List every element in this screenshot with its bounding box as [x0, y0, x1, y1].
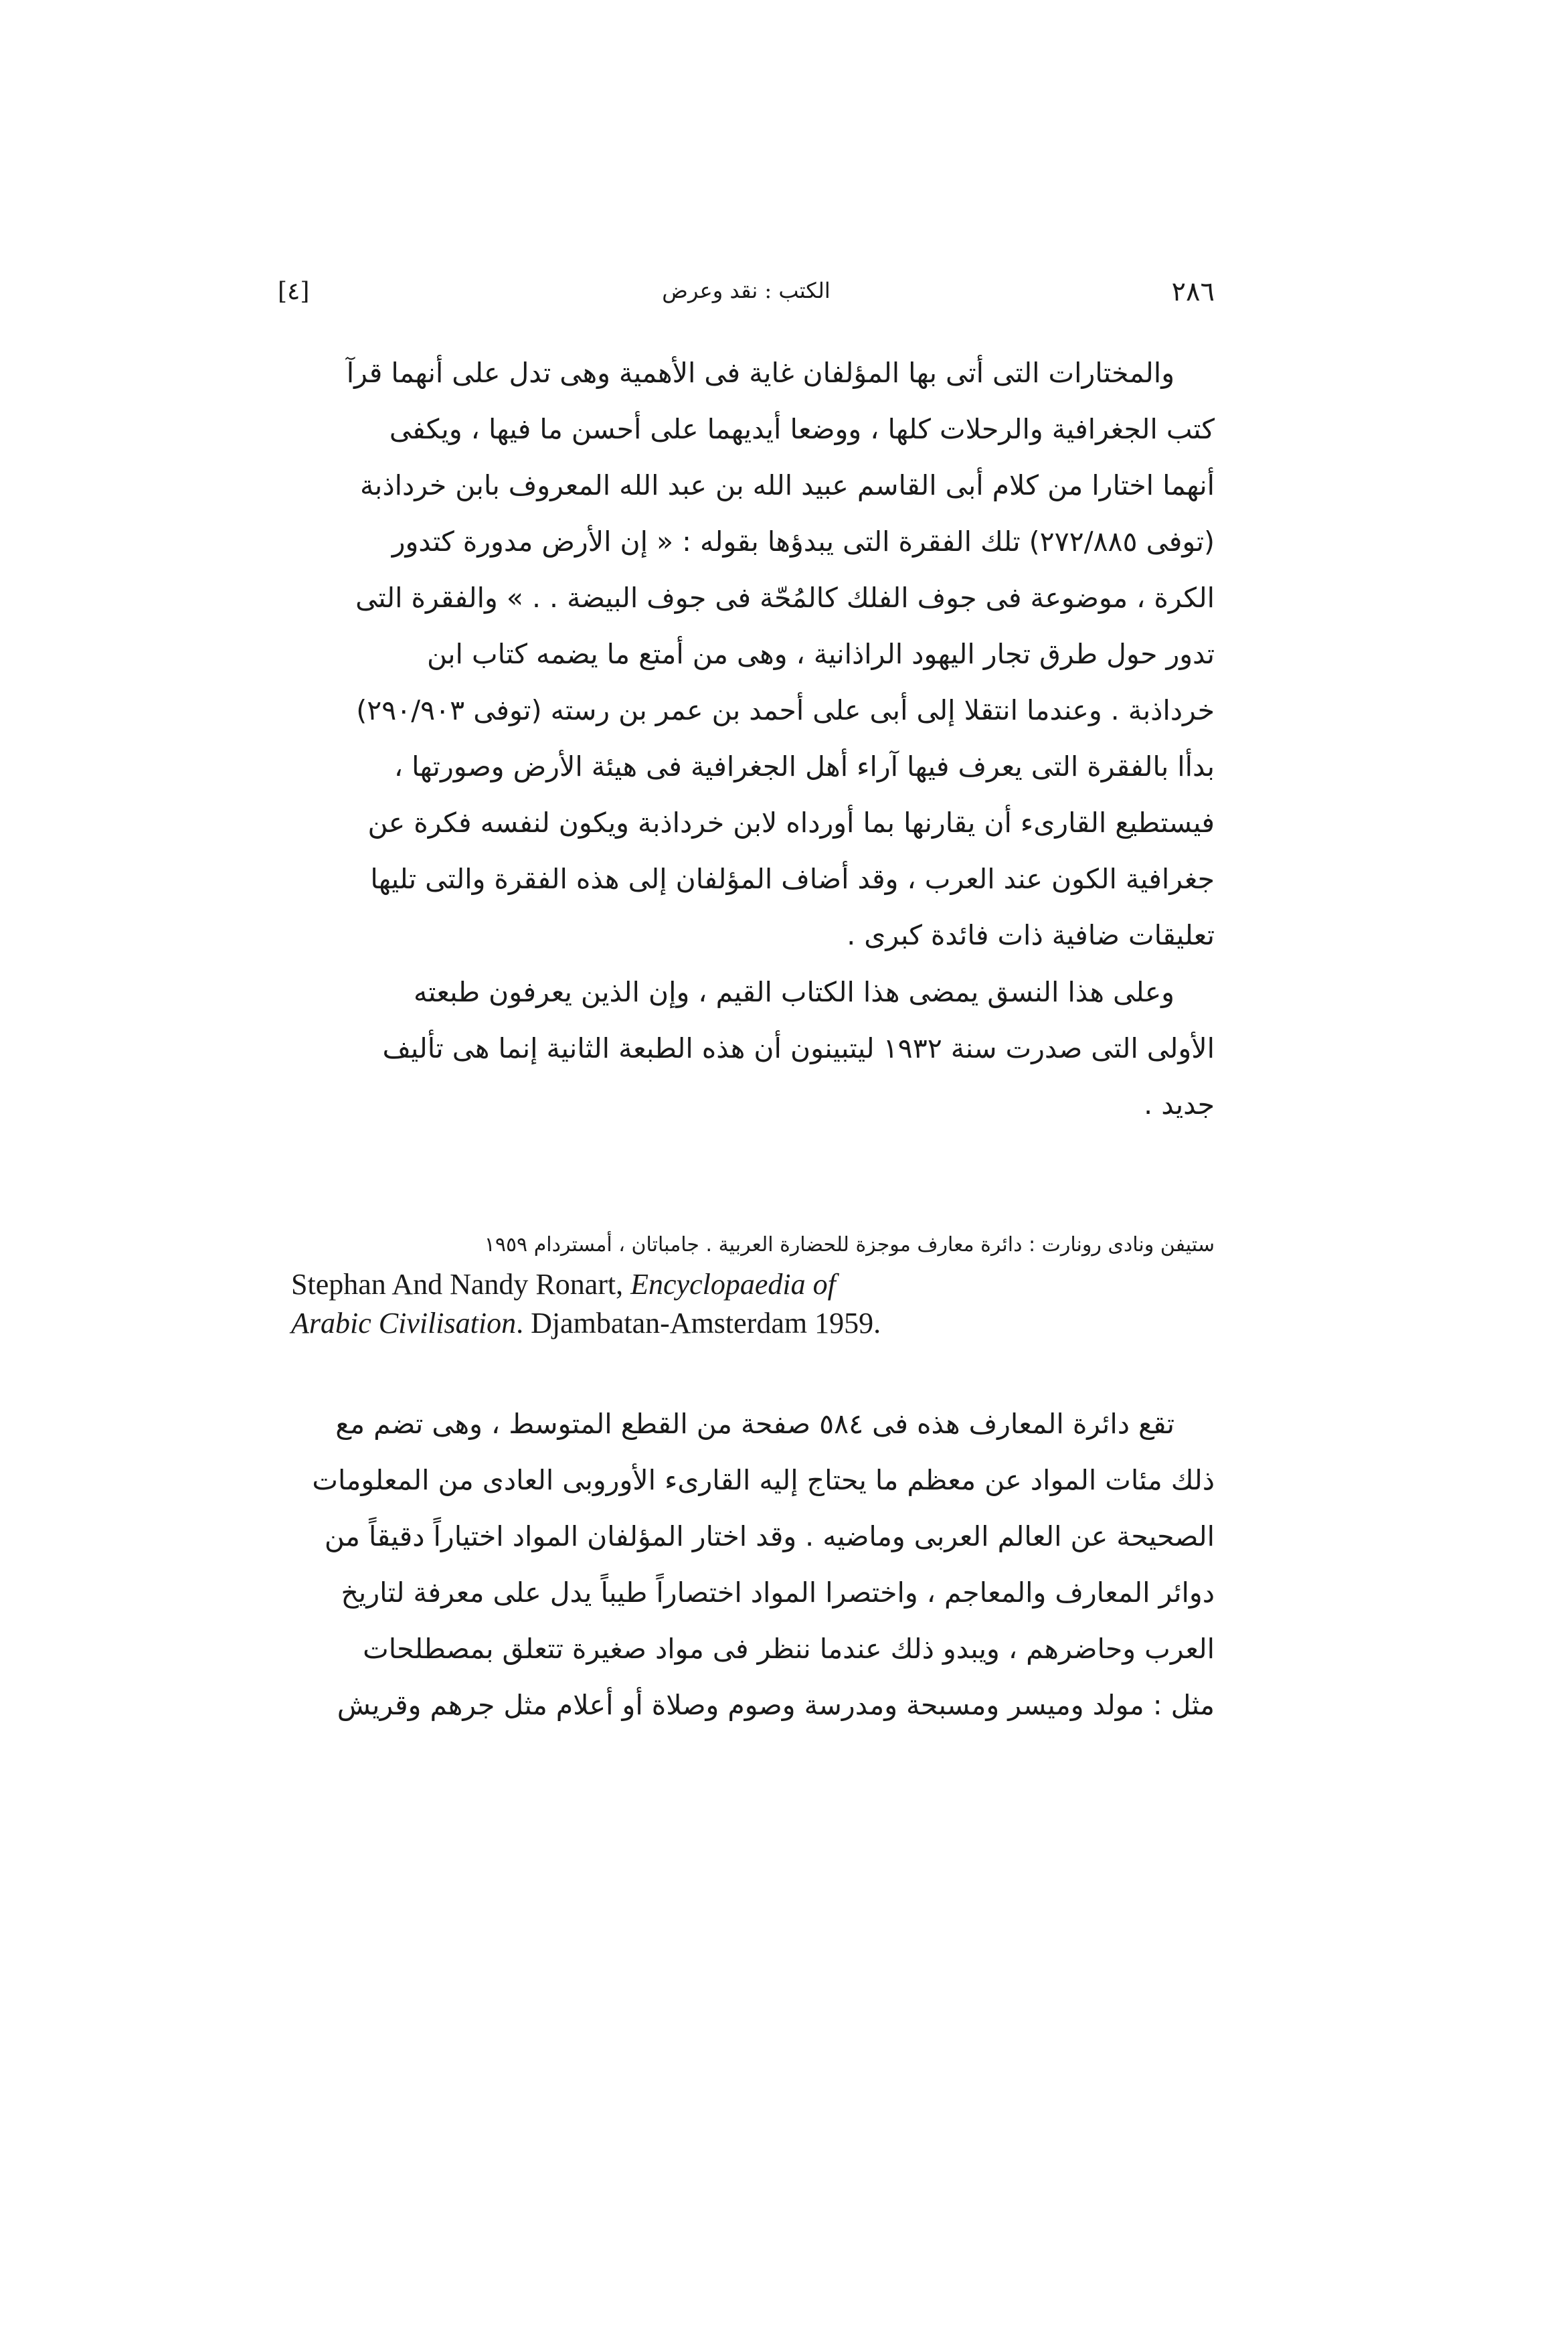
text-line: فيستطيع القارىء أن يقارنها بما أورداه لابن خرداذبة ويكون لنفسه فكرة عن — [367, 807, 1215, 839]
text-line: أنهما اختارا من كلام أبى القاسم عبيد الله بن عبد الله المعروف بابن خرداذبة — [359, 469, 1215, 501]
reference-title-part-1: Encyclopaedia of — [630, 1268, 836, 1301]
page-number: ٢٨٦ — [1171, 276, 1215, 307]
reference-latin-line-2 — [278, 1304, 1215, 1343]
text-line: العرب وحاضرهم ، ويبدو ذلك عندما ننظر فى مواد صغيرة تتعلق بمصطلحات — [363, 1633, 1215, 1665]
paragraph-2-text — [278, 964, 1215, 1133]
reference-publisher: . Djambatan-Amsterdam 1959. — [516, 1307, 881, 1340]
text-line: وعلى هذا النسق يمضى هذا الكتاب القيم ، وإن الذين يعرفون طبعته — [414, 976, 1174, 1008]
reference-title-part-2: Arabic Civilisation — [291, 1307, 517, 1340]
text-line: ذلك مئات المواد عن معظم ما يحتاج إليه القارىء الأوروبى العادى من المعلومات — [312, 1464, 1215, 1496]
text-line: تدور حول طرق تجار اليهود الراذانية ، وهى من أمتع ما يضمه كتاب ابن — [426, 638, 1215, 670]
text-line: كتب الجغرافية والرحلات كلها ، ووضعا أيديهما على أحسن ما فيها ، ويكفى — [389, 413, 1215, 445]
paragraph-1 — [278, 345, 1215, 963]
text-line: جديد . — [1144, 1088, 1215, 1121]
paragraph-1-text — [278, 345, 1215, 963]
reference-latin-line-1 — [278, 1265, 1215, 1304]
paragraph-3 — [278, 1396, 1215, 1733]
reference-authors: Stephan And Nandy Ronart, — [291, 1268, 631, 1301]
text-line: تعليقات ضافية ذات فائدة كبرى . — [847, 919, 1215, 951]
text-line: والمختارات التى أتى بها المؤلفان غاية فى الأهمية وهى تدل على أنهما قرآ — [346, 357, 1174, 389]
text-line: خرداذبة . وعندما انتقلا إلى أبى على أحمد بن عمر بن رسته (توفى ٢٩٠/٩٠٣) — [356, 694, 1215, 726]
paragraph-2 — [278, 964, 1215, 1133]
text-line: الأولى التى صدرت سنة ١٩٣٢ ليتبينون أن هذه الطبعة الثانية إنما هى تأليف — [382, 1032, 1215, 1064]
text-line: الصحيحة عن العالم العربى وماضيه . وقد اختار المؤلفان المواد اختياراً دقيقاً من — [324, 1520, 1215, 1552]
running-header — [278, 271, 1215, 318]
issue-marker: [٤] — [278, 278, 310, 305]
text-line: تقع دائرة المعارف هذه فى ٥٨٤ صفحة من القطع المتوسط ، وهى تضم مع — [335, 1408, 1174, 1440]
text-line: مثل : مولد وميسر ومسبحة ومدرسة وصوم وصلاة أو أعلام مثل جرهم وقريش — [337, 1689, 1215, 1721]
bibliographic-reference — [278, 1225, 1215, 1343]
text-line: جغرافية الكون عند العرب ، وقد أضاف المؤلفان إلى هذه الفقرة والتى تليها — [370, 863, 1215, 895]
text-line: (توفى ٢٧٢/٨٨٥) تلك الفقرة التى يبدؤها بقوله : « إن الأرض مدورة كتدور — [391, 525, 1215, 558]
text-line: بدأا بالفقرة التى يعرف فيها آراء أهل الجغرافية فى هيئة الأرض وصورتها ، — [394, 750, 1215, 783]
section-title: الكتب : نقد وعرض — [662, 278, 831, 303]
text-line: الكرة ، موضوعة فى جوف الفلك كالمُحّة فى جوف البيضة . . » والفقرة التى — [355, 582, 1215, 614]
reference-arabic: ستيفن ونادى رونارت : دائرة معارف موجزة للحضارة العربية . جامباتان ، أمستردام ١٩٥٩ — [484, 1233, 1215, 1257]
paragraph-3-text — [278, 1396, 1215, 1733]
text-line: دوائر المعارف والمعاجم ، واختصرا المواد اختصاراً طيباً يدل على معرفة لتاريخ — [341, 1576, 1215, 1609]
